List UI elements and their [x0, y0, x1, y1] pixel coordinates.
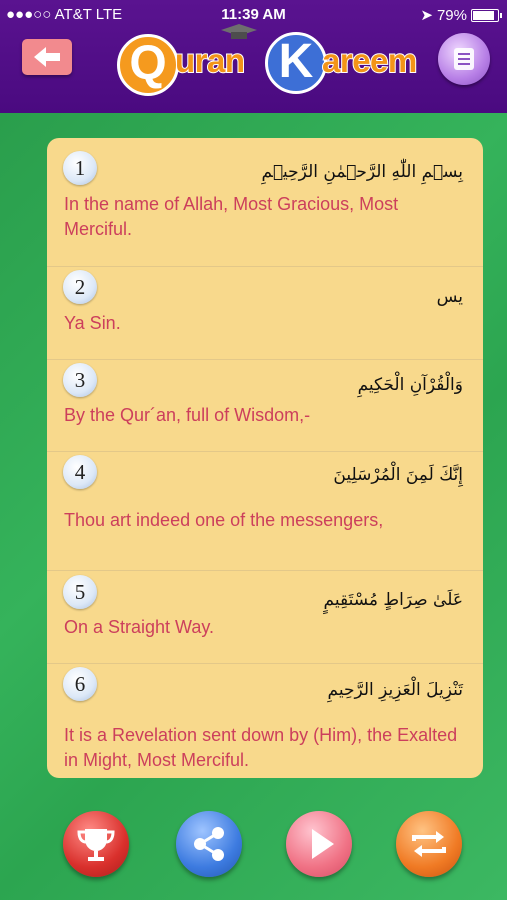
status-right [420, 6, 499, 24]
battery-icon [471, 9, 499, 22]
app-header [0, 0, 507, 113]
verse-number: 5 [63, 575, 97, 609]
verse-arabic: إِنَّكَ لَمِنَ الْمُرْسَلِينَ [333, 465, 463, 485]
repeat-button[interactable] [396, 811, 462, 877]
play-icon [286, 811, 352, 877]
logo-letter-q: Q [117, 34, 179, 96]
verse-item[interactable] [47, 267, 483, 359]
verse-number: 2 [63, 270, 97, 304]
trophy-icon [63, 811, 129, 877]
verse-translation: Ya Sin. [64, 313, 121, 333]
verse-number: 1 [63, 151, 97, 185]
logo-letter-k: K [265, 32, 327, 94]
status-time: 11:39 AM [221, 6, 286, 23]
verse-number: 4 [63, 455, 97, 489]
menu-lines-icon [438, 33, 490, 85]
share-button[interactable] [176, 811, 242, 877]
verse-translation: By the Qur´an, full of Wisdom,- [64, 405, 311, 425]
verse-arabic: عَلَىٰ صِرَاطٍ مُسْتَقِيمٍ [323, 590, 463, 610]
verse-number: 3 [63, 363, 97, 397]
app-logo [115, 22, 417, 102]
back-button[interactable] [22, 39, 72, 75]
play-button[interactable] [286, 811, 352, 877]
verse-list[interactable] [47, 138, 483, 778]
share-icon [176, 811, 242, 877]
logo-word-uran: uran [175, 42, 245, 79]
verse-arabic: وَالْقُرْآنِ الْحَكِيمِ [357, 375, 463, 395]
verse-translation: On a Straight Way. [64, 617, 215, 637]
verse-item[interactable] [47, 664, 483, 778]
verse-item[interactable] [47, 571, 483, 663]
repeat-icon [396, 811, 462, 877]
verse-item[interactable] [47, 452, 483, 570]
graduation-cap-icon [219, 22, 259, 42]
location-icon: ➤ [420, 7, 433, 24]
arrow-left-icon [22, 39, 72, 75]
menu-button[interactable] [438, 33, 490, 85]
logo-word-areem: areem [322, 42, 417, 79]
carrier-signal: ●●●○○ AT&T LTE [6, 6, 123, 23]
verse-arabic: يس [436, 287, 463, 307]
verse-translation: In the name of Allah, Most Gracious, Most Merciful. [64, 194, 399, 239]
verse-arabic: بِسۡمِ اللّٰهِ الرَّحۡمٰنِ الرَّحِيۡمِ [261, 162, 463, 182]
verse-translation: It is a Revelation sent down by (Him), the Exalted in Might, Most Merciful. [64, 725, 458, 770]
verse-arabic: تَنْزِيلَ الْعَزِيزِ الرَّحِيمِ [327, 680, 463, 700]
achievements-button[interactable] [63, 811, 129, 877]
verse-item[interactable] [47, 138, 483, 266]
verse-translation: Thou art indeed one of the messengers, [64, 510, 384, 530]
battery-percent: 79% [436, 6, 467, 24]
verse-item[interactable] [47, 360, 483, 452]
verse-number: 6 [63, 667, 97, 701]
